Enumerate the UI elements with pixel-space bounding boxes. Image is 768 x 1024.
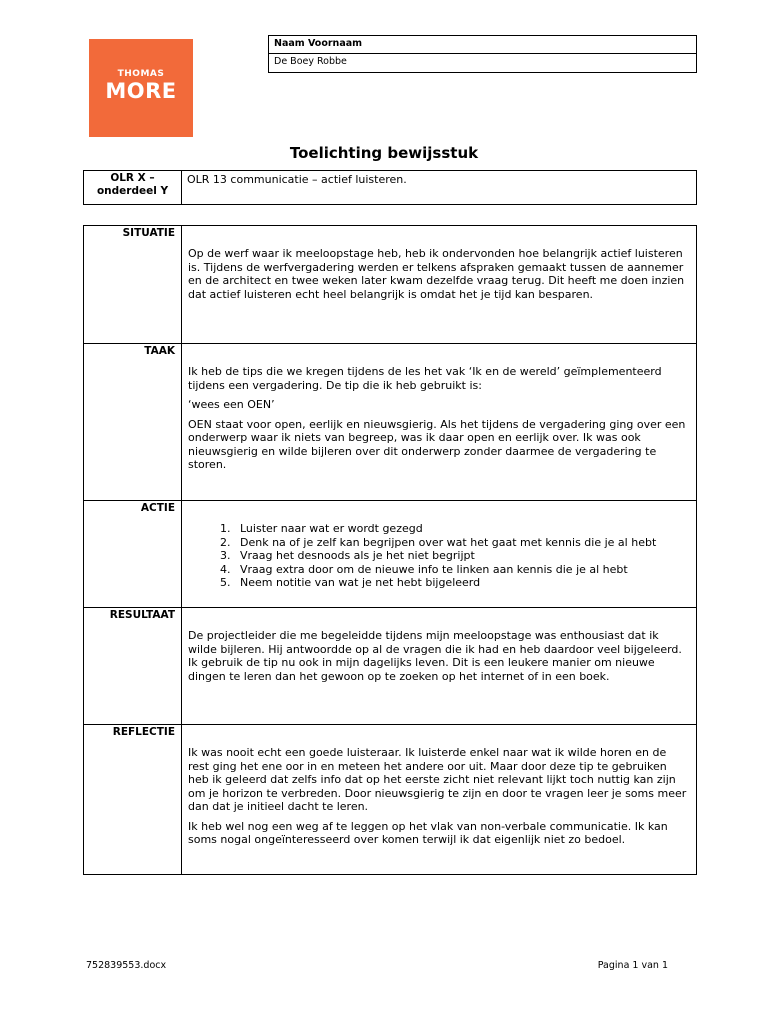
actie-step: 3. Vraag het desnoods als je het niet begrijpt (234, 549, 688, 563)
reflectie-paragraph-2: Ik heb wel nog een weg af te leggen op het vlak van non-verbale communicatie. Ik kan soms nogal ongeïnteresseerd over komen terwijl ik dat eigenlijk niet zo bedoel. (188, 819, 668, 846)
olr-label: OLR X – onderdeel Y (84, 171, 182, 204)
resultaat-content (182, 608, 696, 724)
reflectie-label: REFLECTIE (84, 725, 182, 874)
footer-filename: 752839553.docx (86, 960, 167, 971)
situatie-content (182, 226, 696, 343)
actie-step: 5. Neem notitie van wat je net hebt bijgeleerd (234, 576, 688, 590)
logo-line-2: MORE (105, 79, 177, 103)
thomas-more-logo (89, 39, 193, 137)
student-name-box (268, 35, 697, 73)
page-title: Toelichting bewijsstuk (289, 144, 479, 162)
footer-page-number: Pagina 1 van 1 (597, 960, 668, 971)
taak-paragraph-3: OEN staat voor open, eerlijk en nieuwsgierig. Als het tijdens de vergadering ging over een onderwerp waar ik niets van begreep, was ik daar open en eerlijk over. Ik was ook nieuwsgierig en wilde bijleren over dit onderwerp zonder daarmee de vergadering te storen. (188, 417, 686, 471)
taak-paragraph-2: ‘wees een OEN’ (188, 398, 275, 411)
actie-step: 1. Luister naar wat er wordt gezegd (234, 522, 688, 536)
actie-steps (188, 522, 688, 590)
olr-value: OLR 13 communicatie – actief luisteren. (187, 173, 407, 186)
olr-table (83, 170, 697, 205)
taak-paragraph-1: Ik heb de tips die we kregen tijdens de les het vak ‘Ik en de wereld’ geïmplementeerd tijdens een vergadering. De tip die ik heb gebruikt is: (188, 365, 662, 392)
situatie-label: SITUATIE (84, 226, 182, 343)
logo-line-1: THOMAS (117, 69, 165, 79)
reflectie-content (182, 725, 696, 874)
taak-content (182, 344, 696, 500)
row-situatie (84, 226, 696, 343)
actie-step: 2. Denk na of je zelf kan begrijpen over wat het gaat met kennis die je al hebt (234, 536, 688, 550)
resultaat-text: De projectleider die me begeleidde tijdens mijn meeloopstage was enthousiast dat ik wilde bijleren. Hij antwoordde op al de vragen die ik had en heb daardoor veel bijgeleerd. Ik gebruik de tip nu ook in mijn dagelijks leven. Dit is een leukere manier om nieuwe dingen te leren dan het gewoon op te zoeken op het internet of in een boek. (188, 629, 682, 683)
taak-label: TAAK (84, 344, 182, 500)
actie-content (182, 501, 696, 607)
evidence-table (83, 225, 697, 875)
resultaat-label: RESULTAAT (84, 608, 182, 724)
situatie-text: Op de werf waar ik meeloopstage heb, heb ik ondervonden hoe belangrijk actief luisteren is. Tijdens de werfvergadering werden er telkens afspraken gemaakt tussen de aannemer en de architect en twee weken later kwam dezelfde vraag terug. Dit heeft me doen inzien dat actief luisteren echt heel belangrijk is omdat het je tijd kan besparen. (188, 247, 685, 301)
actie-label: ACTIE (84, 501, 182, 607)
reflectie-paragraph-1: Ik was nooit echt een goede luisteraar. Ik luisterde enkel naar wat ik wilde horen en de rest ging het ene oor in en meteen het andere oor uit. Maar door deze tip te gebruiken heb ik geleerd dat zelfs info dat op het eerste zicht niet relevant lijkt toch nuttig kan zijn om je horizon te verbreden. Door nieuwsgierig te zijn en door te vragen leer je soms meer dan dat je initieel dacht te leren. (188, 746, 687, 813)
actie-step: 4. Vraag extra door om de nieuwe info te linken aan kennis die je al hebt (234, 563, 688, 577)
row-reflectie (84, 724, 696, 874)
row-taak (84, 343, 696, 500)
row-actie (84, 500, 696, 607)
row-resultaat (84, 607, 696, 724)
student-name-label: Naam Voornaam (269, 36, 696, 54)
student-name-value: De Boey Robbe (274, 56, 347, 67)
